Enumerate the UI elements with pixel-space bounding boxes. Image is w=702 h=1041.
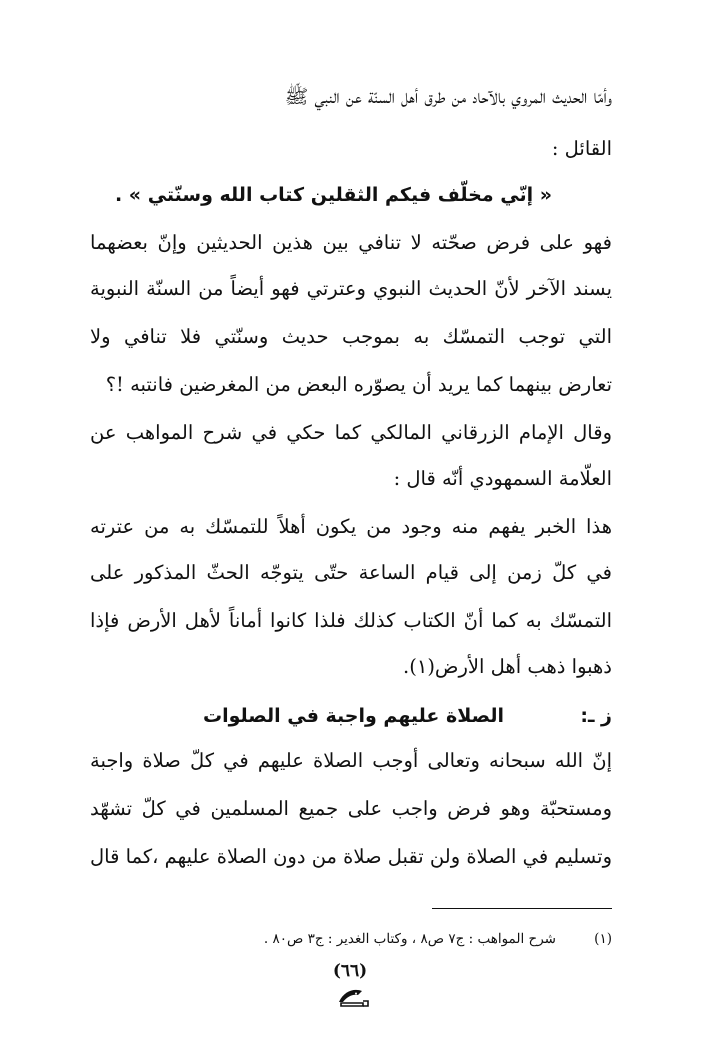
text-line: هذا الخبر يفهم منه وجود من يكون أهلاً للتمسّك به من عترته <box>90 515 612 538</box>
text-line: وقال الإمام الزرقاني المالكي كما حكي في شرح المواهب عن <box>90 421 612 444</box>
hadith-quote: « إنّي مخلّف فيكم الثقلين كتاب الله وسنّتي » . <box>114 184 552 206</box>
text-line: فهو على فرض صحّته لا تنافي بين هذين الحديثين وإنّ بعضهما <box>90 231 612 254</box>
text-line: ذهبوا ذهب أهل الأرض(١). <box>403 655 612 678</box>
text-line: إنّ الله سبحانه وتعالى أوجب الصلاة عليهم في كلّ صلاة واجبة <box>90 749 612 772</box>
footnote-divider <box>432 908 612 909</box>
footnote-text: شرح المواهب : ج٧ ص٨ ، وكتاب الغدير : ج٣ ص٨٠ . <box>263 931 556 947</box>
text-line: القائل : <box>551 137 612 160</box>
text-line: وأمّا الحديث المروي بالآحاد من طرق أهل السنّة عن النبي ﷺ <box>284 85 612 108</box>
text-line: العلّامة السمهودي أنّه قال : <box>393 467 612 490</box>
section-letter: ز ـ: <box>580 705 612 727</box>
text-line: في كلّ زمن إلى قيام الساعة حتّى يتوجّه الحثّ المذكور على <box>90 561 612 584</box>
text-line: ومستحبّة وهو فرض واجب على جميع المسلمين في كلّ تشهّد <box>90 797 612 820</box>
text-line: يسند الآخر لأنّ الحديث النبوي وعترتي فهو أيضاً من السنّة النبوية <box>90 277 612 300</box>
footnote-number: (١) <box>594 931 612 947</box>
text-line: التي توجب التمسّك به بموجب حديث وسنّتي فلا تنافي ولا <box>90 325 612 348</box>
section-title: الصلاة عليهم واجبة في الصلوات <box>202 705 504 727</box>
page-number: (٦٦) <box>332 961 368 981</box>
text-line: وتسليم في الصلاة ولن تقبل صلاة من دون الصلاة عليهم ،كما قال <box>90 845 612 868</box>
text-line: تعارض بينهما كما يريد أن يصوّره البعض من المغرضين فانتبه !؟ <box>105 373 612 396</box>
text-line: التمسّك به كما أنّ الكتاب كذلك فلذا كانوا أماناً لأهل الأرض فإذا <box>90 609 612 632</box>
pen-ornament-icon <box>336 985 370 1007</box>
section-heading <box>90 700 612 732</box>
